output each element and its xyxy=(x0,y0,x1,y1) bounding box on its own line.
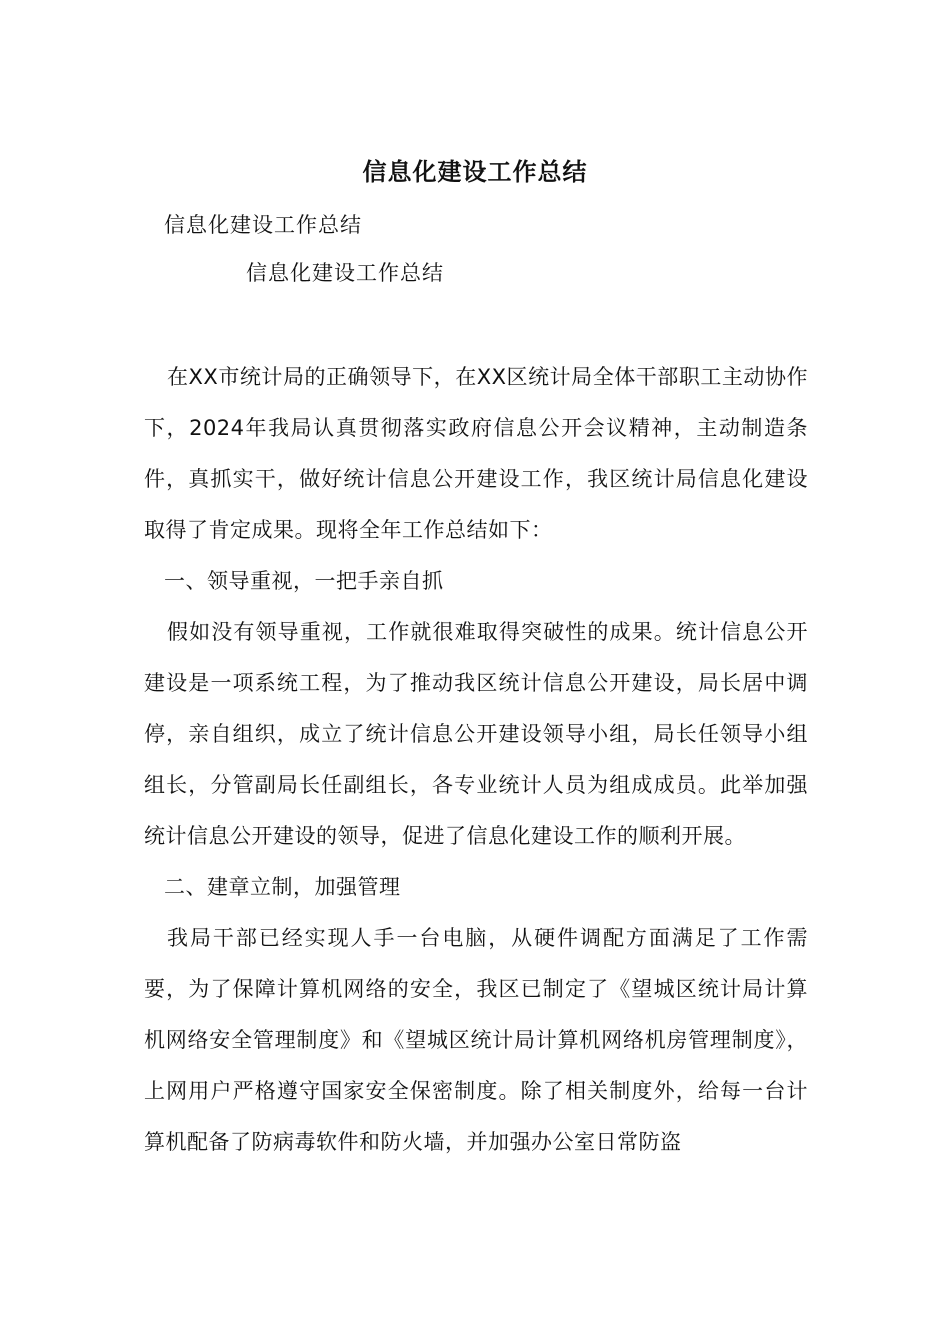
section-1-paragraph: 假如没有领导重视，工作就很难取得突破性的成果。统计信息公开建设是一项系统工程，为了推动我区统计信息公开建设，局长居中调停，亲自组织，成立了统计信息公开建设领导小组，局长任领导小组组长，分管副局长任副组长，各专业统计人员为组成成员。此举加强统计信息公开建设的领导，促进了信息化建设工作的顺利开展。 xyxy=(144,620,808,848)
document-title: 信息化建设工作总结 xyxy=(362,158,588,186)
document-body xyxy=(144,352,808,1168)
document-subtitle-1: 信息化建设工作总结 xyxy=(164,213,362,237)
intro-paragraph: 在XX市统计局的正确领导下，在XX区统计局全体干部职工主动协作下，2024年我局认真贯彻落实政府信息公开会议精神，主动制造条件，真抓实干，做好统计信息公开建设工作，我区统计局信息化建设取得了肯定成果。现将全年工作总结如下： xyxy=(144,365,808,542)
document-subtitle-2: 信息化建设工作总结 xyxy=(246,261,444,285)
section-heading-1: 一、领导重视，一把手亲自抓 xyxy=(164,569,444,593)
section-2-paragraph: 我局干部已经实现人手一台电脑，从硬件调配方面满足了工作需要，为了保障计算机网络的安全，我区已制定了《望城区统计局计算机网络安全管理制度》和《望城区统计局计算机网络机房管理制度》，上网用户严格遵守国家安全保密制度。除了相关制度外，给每一台计算机配备了防病毒软件和防火墙，并加强办公室日常防盗 xyxy=(144,926,808,1154)
section-heading-2: 二、建章立制，加强管理 xyxy=(164,875,401,899)
